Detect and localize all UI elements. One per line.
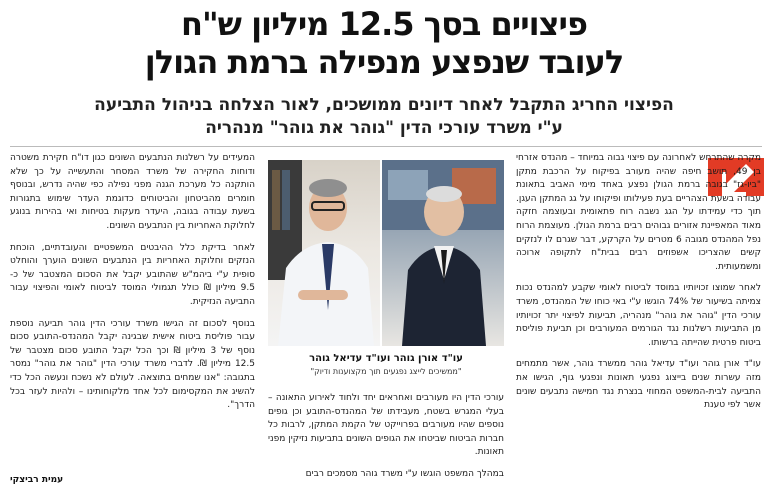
author-signature: עמית רביצקי	[10, 475, 64, 485]
section-divider	[10, 146, 762, 147]
subheadline-line-1: הפיצוי החריג התקבל לאחר דיונים ממושכים, לאור הצלחה בניהול התביעה	[94, 95, 674, 115]
paragraph: עורכי הדין היו מעורבים ואחראים יחד ולחוד לאירוע התאונה – בעלי המגרש בשטח, מעבידתו של המהנדס-התובע וכן גופים נוספים שהיו מעורבים בפרוייקט של הקמת המתקן, לרבות כל חברות הביטוח שביטחו את הגופים השונים בתביעות נזיקין מפני תאונות.	[268, 393, 504, 458]
headline-line-1: פיצויים בסך 12.5 מיליון ש"ח	[181, 5, 587, 43]
paragraph: בנוסף לסכום זה הגישו משרד עורכי הדין גוהר תביעה נוספת עבור פוליסת ביטוח אישית שבגינה יקבל המהנדס-התובע סכום נוסף של 3 מיליון ₪ וכך הכל יקבל התובע סכום מצטבר של 12.5 מיליון ₪. לדברי משרד עורכי הדין "גוהר את גוהר" נמסר בתגובה: "אנו שמחים בתוצאה. לעולם לא נשכח ונעשה הכל כדי להשיג את המקסימום לכל אחד מלקוחותינו – ולהיות לעזר בכל הדרך".	[10, 318, 255, 411]
article-column-right	[516, 152, 761, 421]
subheadline-line-2: ע"י משרד עורכי הדין "גוהר את גוהר" מנהריה	[205, 118, 563, 138]
photo-caption-subtitle: "ממשיכים לייצג נפגעים תוך מקצוענות ודיוק"	[310, 367, 462, 376]
photo-adiel-gohar	[268, 160, 380, 346]
paragraph: לאחר שמוצו זכויותיו במוסד לביטוח לאומי שקבע למהנדס נכות צמיתה בשיעור של 74% הוגשו ע"י באי כוחו של המהנדס, משרד עורכי הדין "גוהר את גוהר" מנהריה, תביעות לפיצוי יתר זכויותיו מן התביעות רשלנות נגד הגורמים המעורבים וכן תביעת פוליסת ביטוח פרטית שהייתה ברשותו.	[516, 283, 762, 348]
headline-line-2: לעובד שנפצע מנפילה ברמת הגולן	[144, 43, 624, 81]
paragraph: מקרה שהתרחש לאחרונה עם פיצוי גבוה במיוחד – מהנדס אזרחי בן 49, תושב חיפה שהיה מעורב בפיקוח על הרכבת מתקן "ביו-גז" בגובה ברמת הגולן נפצע באחד מימי האביב בתאונת עבודה בשעת הצהריים בעת פעילותו ופיקוחו על גג המתקן העגן. תוך כדי עמידתו על הגג נשבה רוח פתאומית ובעוצמה חזקה מאוד המאפיינת אזורים גבוהים רבים ברמת הגולן. מעוצמת הרוח נפל המהנדס מגובה 6 מטרים על הקרקע, דבר שגרם לו לנזקים קשים שהצריכו אשפוזים רבים בבית"ח לתקופה ארוכה ומשמעותית.	[516, 153, 761, 272]
photo-oren-gohar	[382, 160, 504, 346]
paragraph: לאחר בדיקת כלל ההיבטים המשפטיים והעובדתיים, הוכחת הנזקים וחלוקת האחריות בין הנתבעים השונים הוערך והוחלט סופית ע"י ביהמ"ש שהתובע יקבל את הסכום המצטבר של כ- 9.5 מיליון ₪ כולל תגמולי המוסד לביטוח לאומי והפיצוי עבור התביעה הנזיקית.	[10, 242, 255, 307]
article-column-middle	[268, 392, 504, 490]
paragraph: עו"ד אורן גוהר ועו"ד עדיאל גוהר ממשרד גוהר, אשר מתמחים מזה עשרות שנים בייצוג נפגעי תאונות ונפגעי גוף, הגישו את התביעה לבית-המשפט המחוזי בנצרת נגד חמישה נתבעים שונים אשר לפי טענת	[516, 359, 761, 411]
paragraph: המעידים על רשלנות הנתבעים השונים כגון דו"ח חקירת משטרה ודוחות החקירה של משרד המסחר והתעשייה על כך שלא הותקנה כל מערכת הגנה מפני נפילה כפי שהיה נדרש, ובנוסף חומרים מהביטחון והביטוחים כדוגמת העדר שימוש בתגורות בשעת עבודה בגובה, היעדר מעקות בטיחות ואי בהירות בנוגע לחלוקת האחריות בין הנתבעים השונים.	[10, 153, 255, 231]
photo-caption: עו"ד אורן גוהר ועו"ד עדיאל גוהר	[309, 353, 463, 364]
article-column-left	[10, 152, 255, 421]
paragraph: במהלך המשפט הוגשו ע"י משרד גוהר מסמכים רבים	[305, 468, 504, 479]
